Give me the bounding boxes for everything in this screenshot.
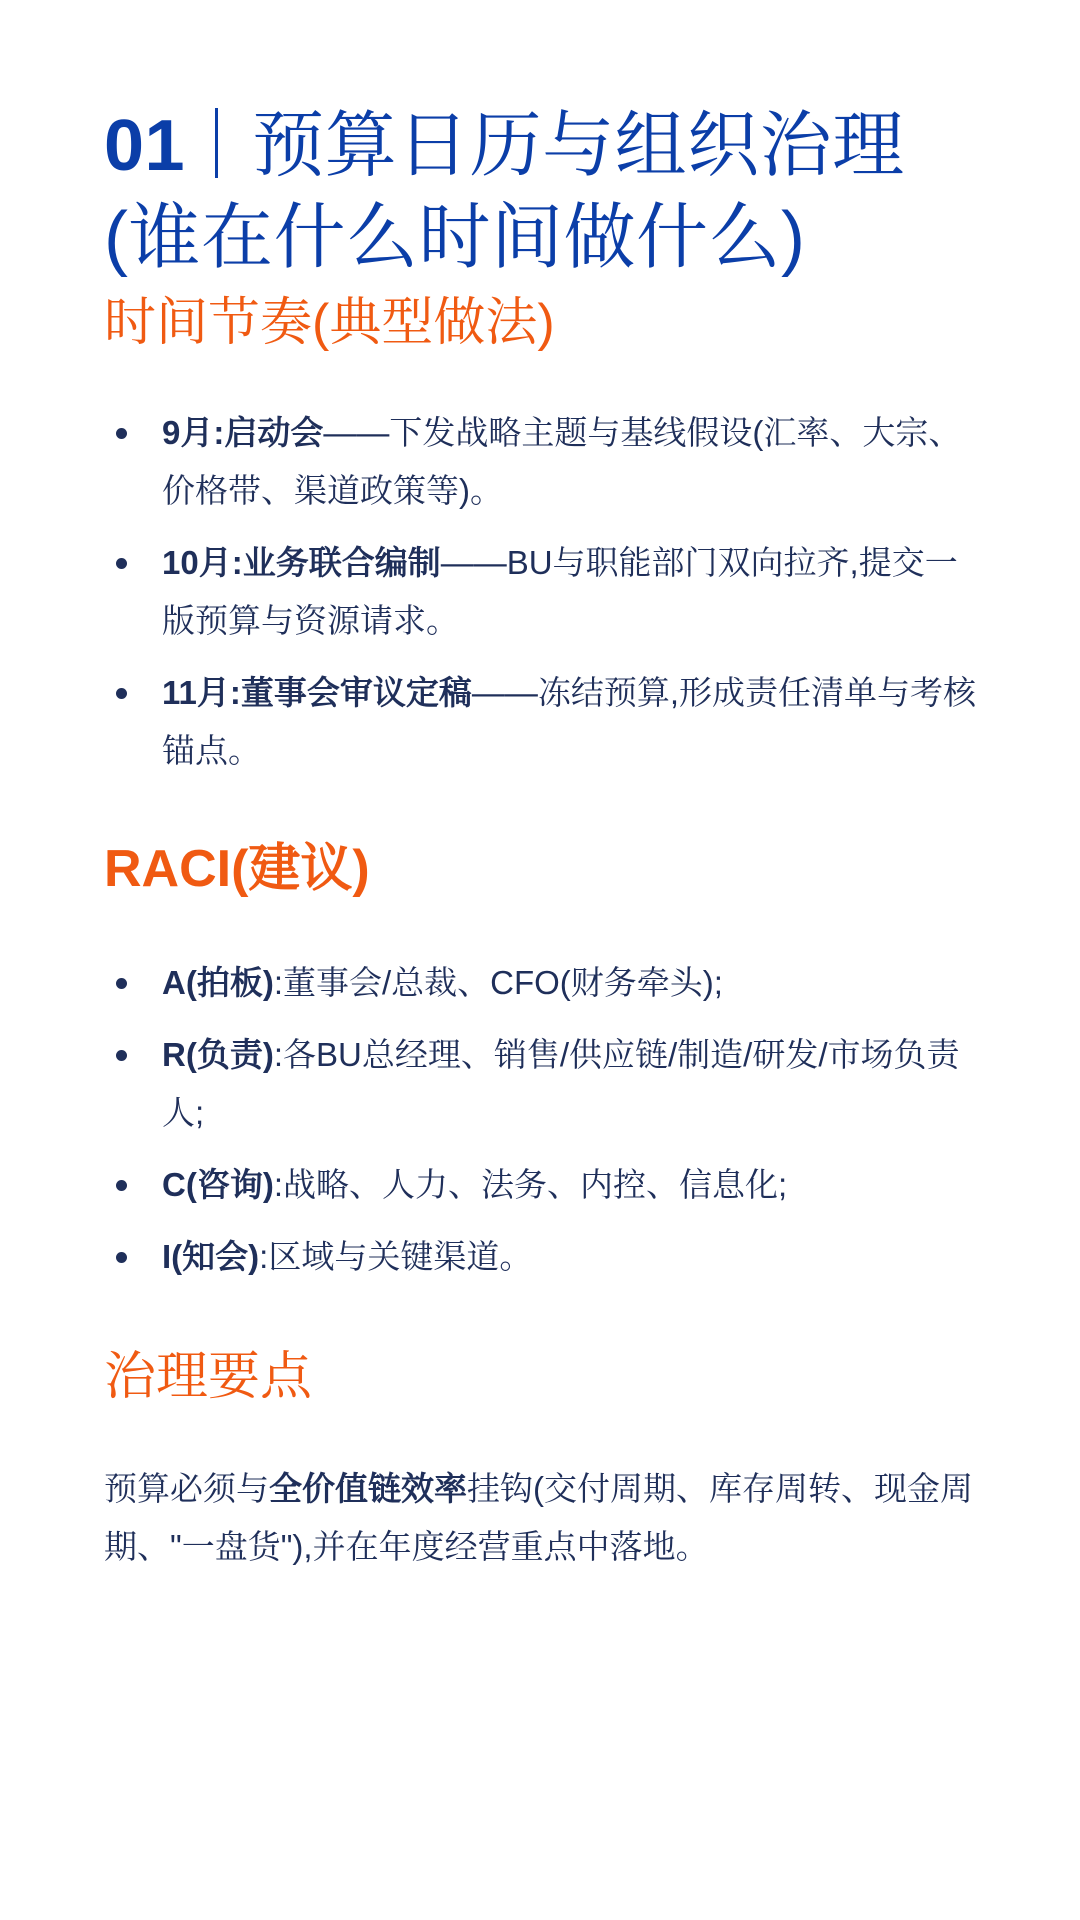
list-item bbox=[104, 954, 984, 1012]
raci-list bbox=[104, 954, 984, 1286]
title-subtitle: (谁在什么时间做什么) bbox=[104, 198, 806, 278]
item-bold-label: 11月:董事会审议定稿 bbox=[162, 674, 472, 711]
item-text: :各BU总经理、销售/供应链/制造/研发/市场负责人; bbox=[162, 1036, 960, 1131]
list-item bbox=[104, 1228, 984, 1286]
title-divider bbox=[215, 108, 218, 178]
item-bold-label: C(咨询) bbox=[162, 1166, 274, 1203]
timeline-list bbox=[104, 404, 984, 780]
item-text: :董事会/总裁、CFO(财务牵头); bbox=[273, 964, 723, 1001]
section-number: 01 bbox=[104, 106, 186, 186]
item-bold-label: R(负责) bbox=[162, 1036, 274, 1073]
item-text: ——BU与职能部门双向拉齐,提交一版预算与资源请求。 bbox=[162, 544, 958, 639]
item-text: :区域与关键渠道。 bbox=[259, 1238, 533, 1275]
item-bold-label: I(知会) bbox=[162, 1238, 260, 1275]
bullet-dot bbox=[116, 688, 127, 699]
paragraph-text-after: 挂钩(交付周期、库存周转、现金周期、"一盘货"),并在年度经营重点中落地。 bbox=[104, 1470, 973, 1565]
item-bold-label: 9月:启动会 bbox=[162, 414, 324, 451]
bullet-dot bbox=[116, 428, 127, 439]
paragraph-bold-phrase: 全价值链效率 bbox=[269, 1470, 467, 1507]
content-page bbox=[104, 100, 984, 1576]
bullet-dot bbox=[116, 1180, 127, 1191]
title-main: 预算日历与组织治理 bbox=[252, 106, 905, 186]
bullet-dot bbox=[116, 1050, 127, 1061]
list-item bbox=[104, 664, 984, 780]
bullet-dot bbox=[116, 558, 127, 569]
list-item bbox=[104, 1026, 984, 1142]
item-bold-label: A(拍板) bbox=[162, 964, 274, 1001]
paragraph-text-before: 预算必须与 bbox=[104, 1470, 269, 1507]
list-item bbox=[104, 534, 984, 650]
bullet-dot bbox=[116, 1252, 127, 1263]
timeline-heading: 时间节奏(典型做法) bbox=[104, 294, 555, 352]
governance-paragraph bbox=[104, 1460, 984, 1576]
item-text: ——冻结预算,形成责任清单与考核锚点。 bbox=[162, 674, 977, 769]
list-item bbox=[104, 404, 984, 520]
governance-heading: 治理要点 bbox=[104, 1348, 313, 1406]
raci-heading: RACI(建议) bbox=[104, 840, 370, 898]
page-title bbox=[104, 100, 984, 284]
item-text: ——下发战略主题与基线假设(汇率、大宗、价格带、渠道政策等)。 bbox=[162, 414, 962, 509]
item-bold-label: 10月:业务联合编制 bbox=[162, 544, 441, 581]
item-text: :战略、人力、法务、内控、信息化; bbox=[273, 1166, 788, 1203]
bullet-dot bbox=[116, 978, 127, 989]
list-item bbox=[104, 1156, 984, 1214]
